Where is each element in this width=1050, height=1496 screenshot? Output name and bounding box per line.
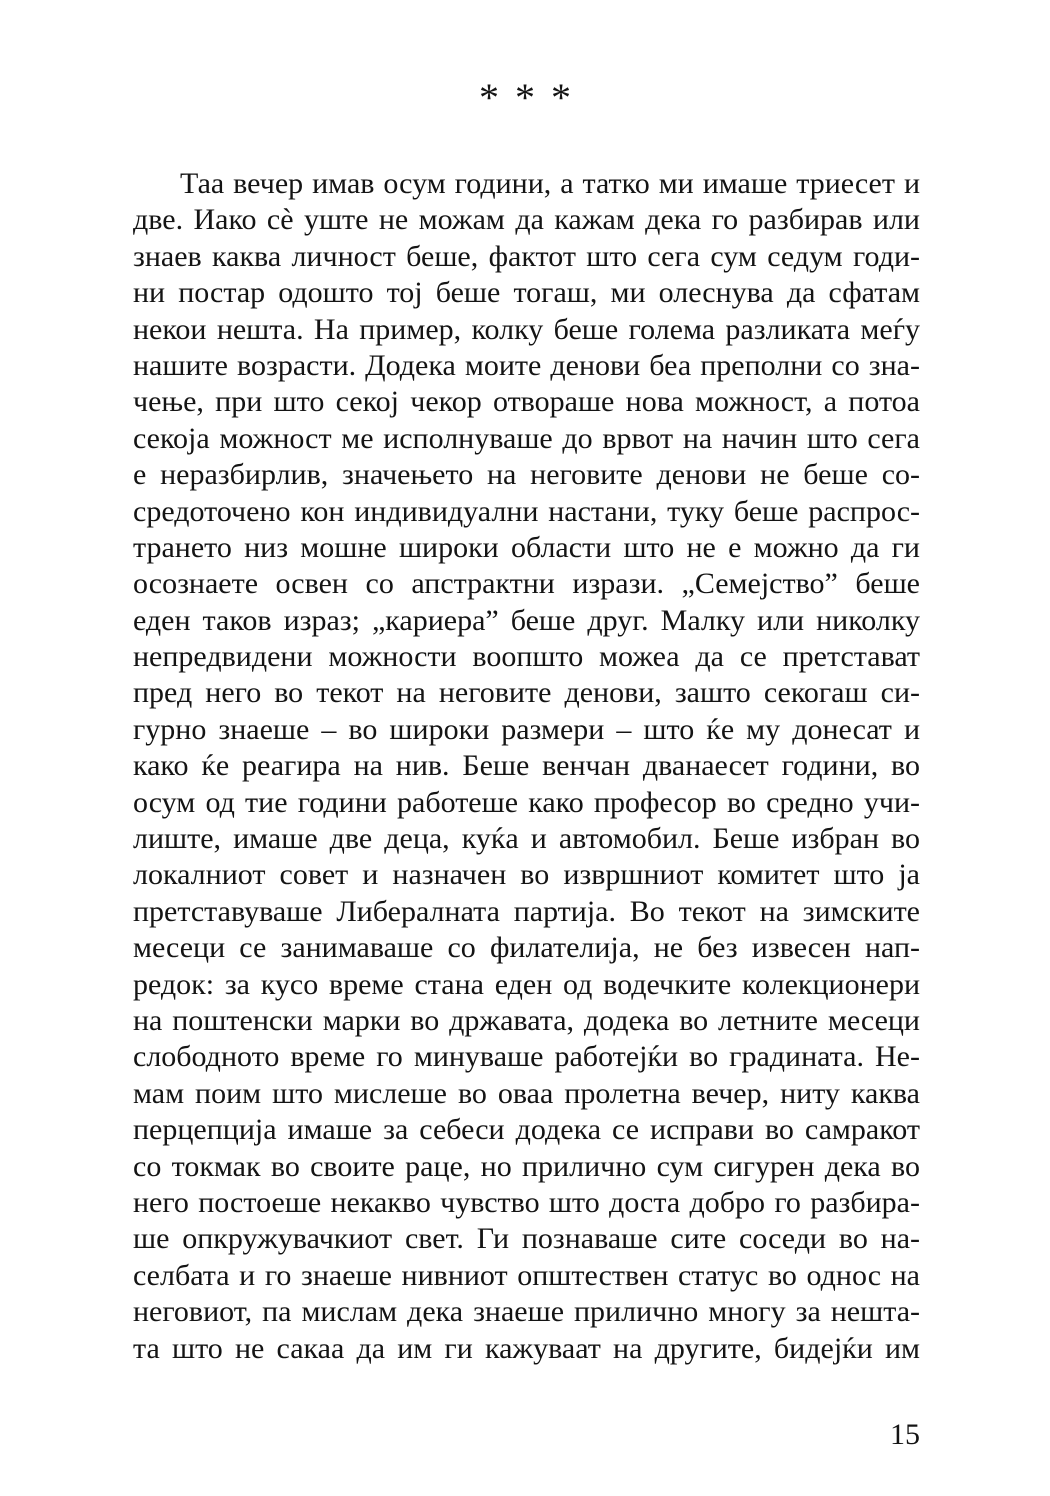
text-line: Таа вечер имав осум години, а татко ми имаше триесет и (180, 167, 920, 200)
text-line: трането низ мошне широки области што не е можно да ги (133, 530, 920, 564)
page-number: 15 (890, 1418, 920, 1451)
text-line: секоја можност ме исполнуваше до врвот на начин што сега (133, 421, 920, 455)
text-line: неговиот, па мислам дека знаеше прилично многу за нешта- (133, 1295, 920, 1329)
text-line: ни постар одошто тој беше тогаш, ми олеснува да сфатам (133, 276, 920, 310)
text-line: него постоеше некакво чувство што доста добро го разбира- (133, 1185, 920, 1219)
section-separator: * * * (479, 75, 574, 120)
text-line: ше опкружувачкиот свет. Ги познаваше сите соседи во на- (133, 1222, 920, 1256)
text-line: чење, при што секој чекор отвораше нова можност, а потоа (133, 385, 920, 419)
text-line: средоточено кон индивидуални настани, туку беше распрос- (133, 494, 920, 528)
text-line: две. Иако сѐ уште не можам да кажам дека го разбирав или (133, 203, 920, 237)
text-line: та што не сакаа да им ги кажуваат на другите, бидејќи им (133, 1331, 920, 1365)
text-line: локалниот совет и назначен во извршниот комитет што ја (133, 858, 920, 892)
text-line: знаев каква личност беше, фактот што сега сум седум годи- (133, 239, 920, 273)
text-line: месеци се занимаваше со филателија, не без извесен нап- (133, 931, 920, 965)
text-line: лиште, имаше две деца, куќа и автомобил. Беше избран во (133, 822, 920, 856)
text-line: еден таков израз; „кариера” беше друг. Малку или николку (133, 603, 920, 637)
text-line: слободното време го минуваше работејќи во градината. Не- (133, 1040, 920, 1074)
body-paragraph (133, 166, 920, 1367)
text-line: пред него во текот на неговите денови, зашто секогаш си- (133, 676, 920, 710)
text-line: некои нешта. На пример, колку беше голема разликата меѓу (133, 312, 920, 346)
text-line: како ќе реагира на нив. Беше венчан дванаесет години, во (133, 749, 920, 783)
text-line: редок: за кусо време стана еден од водечките колекционери (133, 967, 920, 1001)
text-line: перцепција имаше за себеси додека се исправи во самракот (133, 1113, 920, 1147)
text-line: гурно знаеше – во широки размери – што ќе му донесат и (133, 712, 920, 746)
text-line: мам поим што мислеше во оваа пролетна вечер, ниту каква (133, 1076, 920, 1110)
text-line: е неразбирлив, значењето на неговите денови не беше со- (133, 458, 920, 492)
text-line: селбата и го знаеше нивниот општествен статус во однос на (133, 1258, 920, 1292)
text-line: непредвидени можности воопшто можеа да се претстават (133, 640, 920, 674)
text-line: осознаете освен со апстрактни изрази. „Семејство” беше (133, 567, 920, 601)
text-line: со токмак во своите раце, но прилично сум сигурен дека во (133, 1149, 920, 1183)
text-line: нашите возрасти. Додека моите денови беа преполни со зна- (133, 348, 920, 382)
text-line: претставуваше Либералната партија. Во текот на зимските (133, 894, 920, 928)
text-line: на поштенски марки во државата, додека во летните месеци (133, 1003, 920, 1037)
text-line: осум од тие години работеше како професор во средно учи- (133, 785, 920, 819)
